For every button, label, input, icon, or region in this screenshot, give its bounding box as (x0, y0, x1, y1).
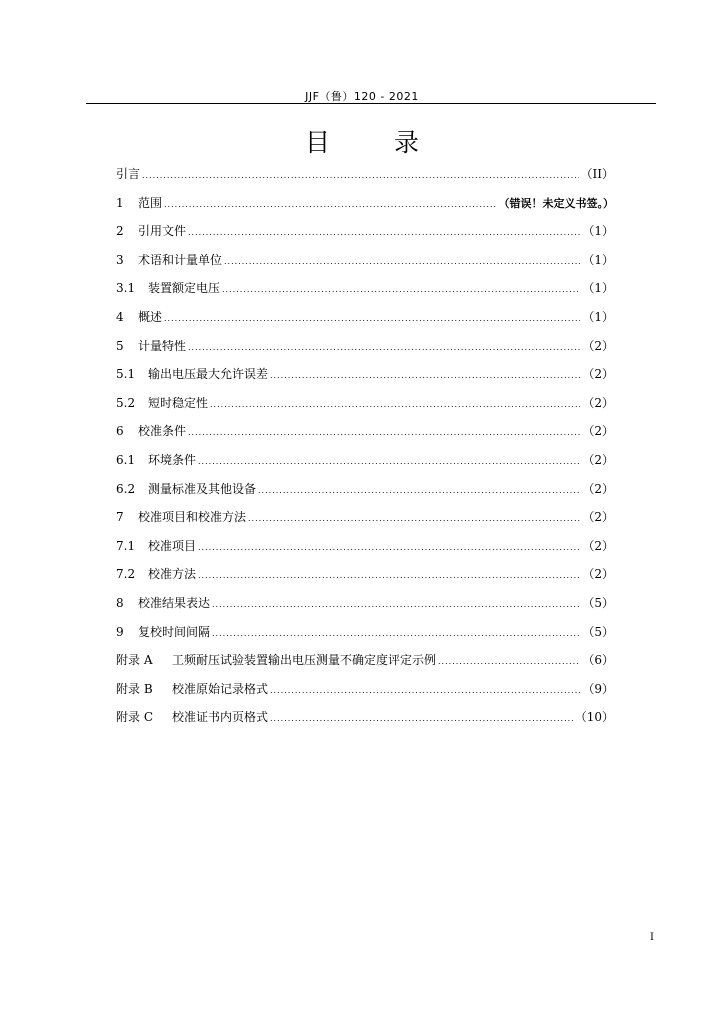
toc-entry-label: 校准条件 (138, 424, 187, 439)
toc-entry[interactable] (116, 360, 614, 389)
toc-entry-label: 复校时间间隔 (138, 624, 211, 639)
toc-entry-label: 概述 (138, 309, 163, 324)
toc-entry-page: （1） (582, 309, 614, 324)
toc-entry[interactable] (116, 217, 614, 246)
toc-leader-dots (438, 648, 580, 677)
toc-entry-page: （1） (582, 224, 614, 239)
toc-entry-label: 装置额定电压 (148, 281, 221, 296)
toc-entry-page: （5） (582, 595, 614, 610)
toc-entry-number: 8 (116, 595, 124, 610)
toc-entry-page: （1） (582, 281, 614, 296)
toc-entry-page: （9） (582, 681, 614, 696)
toc-entry-label: 短时稳定性 (148, 395, 209, 410)
toc-entry-page: （2） (582, 481, 614, 496)
toc-entry-page: （10） (574, 710, 614, 725)
toc-entry-page: （2） (582, 424, 614, 439)
toc-entry-page: （2） (582, 338, 614, 353)
toc-leader-dots (188, 419, 580, 448)
toc-entry-number: 5.1 (116, 367, 136, 382)
toc-entry[interactable] (116, 274, 614, 303)
toc-entry[interactable] (116, 589, 614, 618)
toc-entry-page: （2） (582, 395, 614, 410)
toc-entry-page: （2） (582, 567, 614, 582)
toc-entry[interactable] (116, 446, 614, 475)
toc-leader-dots (198, 562, 580, 591)
header-code: JJF（鲁）120 - 2021 (305, 90, 419, 103)
toc-leader-dots (142, 162, 579, 191)
toc-entry-label: 范围 (138, 195, 163, 210)
toc-entry-number: 9 (116, 624, 124, 639)
toc-entry-number: 6.2 (116, 481, 136, 496)
toc-leader-dots (164, 305, 580, 334)
page-title: 目 录 (305, 128, 447, 157)
toc-entry-page: （2） (582, 510, 614, 525)
toc-leader-dots (210, 391, 580, 420)
toc-entry-page: （2） (582, 538, 614, 553)
toc-entry[interactable] (116, 417, 614, 446)
toc-entry[interactable] (116, 475, 614, 504)
toc-entry-label: 输出电压最大允许误差 (148, 367, 269, 382)
toc-entry-label: 校准项目和校准方法 (138, 510, 247, 525)
toc-entry[interactable] (116, 332, 614, 361)
toc-entry-label: 校准方法 (148, 567, 197, 582)
toc-entry-label: 引言 (116, 167, 141, 181)
toc-entry-label: 环境条件 (148, 452, 197, 467)
toc-entry-number: 2 (116, 224, 124, 239)
toc-leader-dots (222, 276, 580, 305)
toc-entry[interactable] (116, 389, 614, 418)
toc-entry-page: （2） (582, 367, 614, 382)
toc-entry-number: 3.1 (116, 281, 136, 296)
toc-entry-number: 7.2 (116, 567, 136, 582)
toc-entry-label: 引用文件 (138, 224, 187, 239)
toc-leader-dots (270, 705, 573, 734)
toc-entry-page: （5） (582, 624, 614, 639)
toc-leader-dots (212, 591, 580, 620)
toc-entry-page: （错误！未定义书签。） (498, 196, 614, 210)
toc-entry-number: 1 (116, 195, 124, 210)
toc-entry[interactable] (116, 189, 614, 218)
toc-entry-label: 工频耐压试验装置输出电压测量不确定度评定示例 (172, 653, 437, 668)
toc-entry-number: 6 (116, 424, 124, 439)
toc-entry-number: 7.1 (116, 538, 136, 553)
toc-entry[interactable] (116, 303, 614, 332)
toc-leader-dots (212, 620, 580, 649)
toc-entry-number: 6.1 (116, 452, 136, 467)
toc-leader-dots (188, 334, 580, 363)
toc-entry[interactable] (116, 503, 614, 532)
toc-leader-dots (248, 505, 580, 534)
toc-entry[interactable] (116, 675, 614, 704)
toc-leader-dots (270, 677, 580, 706)
toc-entry-page: （2） (582, 452, 614, 467)
toc-entry-label: 校准证书内页格式 (172, 710, 269, 725)
toc-entry-label: 校准结果表达 (138, 595, 211, 610)
toc-entry[interactable] (116, 532, 614, 561)
page-number: I (650, 932, 654, 943)
toc-entry-number: 3 (116, 252, 124, 267)
toc-entry-number: 附录 A (116, 653, 153, 668)
toc-entry-label: 计量特性 (138, 338, 187, 353)
toc-leader-dots (258, 477, 580, 506)
toc-entry-page: （1） (582, 252, 614, 267)
toc-entry[interactable] (116, 618, 614, 647)
toc-entry-page: （6） (582, 653, 614, 668)
header-rule (86, 103, 656, 104)
toc-leader-dots (224, 248, 580, 277)
toc-entry[interactable] (116, 160, 614, 189)
toc-entry-label: 测量标准及其他设备 (148, 481, 257, 496)
toc-entry[interactable] (116, 560, 614, 589)
toc-entry[interactable] (116, 703, 614, 732)
toc-entry-number: 5 (116, 338, 124, 353)
toc-entry-label: 校准项目 (148, 538, 197, 553)
toc-entry-number: 附录 C (116, 710, 153, 725)
toc-entry-page: （II） (580, 167, 614, 181)
toc-entry[interactable] (116, 646, 614, 675)
toc-entry-number: 7 (116, 510, 124, 525)
toc-entry-number: 附录 B (116, 681, 153, 696)
toc-leader-dots (164, 191, 496, 220)
toc-leader-dots (198, 534, 580, 563)
toc-entry-number: 4 (116, 309, 124, 324)
toc-entry[interactable] (116, 246, 614, 275)
toc-entry-number: 5.2 (116, 395, 136, 410)
table-of-contents (116, 160, 614, 732)
toc-entry-label: 术语和计量单位 (138, 252, 223, 267)
toc-leader-dots (198, 448, 580, 477)
toc-leader-dots (270, 362, 580, 391)
toc-entry-label: 校准原始记录格式 (172, 681, 269, 696)
toc-leader-dots (188, 219, 580, 248)
